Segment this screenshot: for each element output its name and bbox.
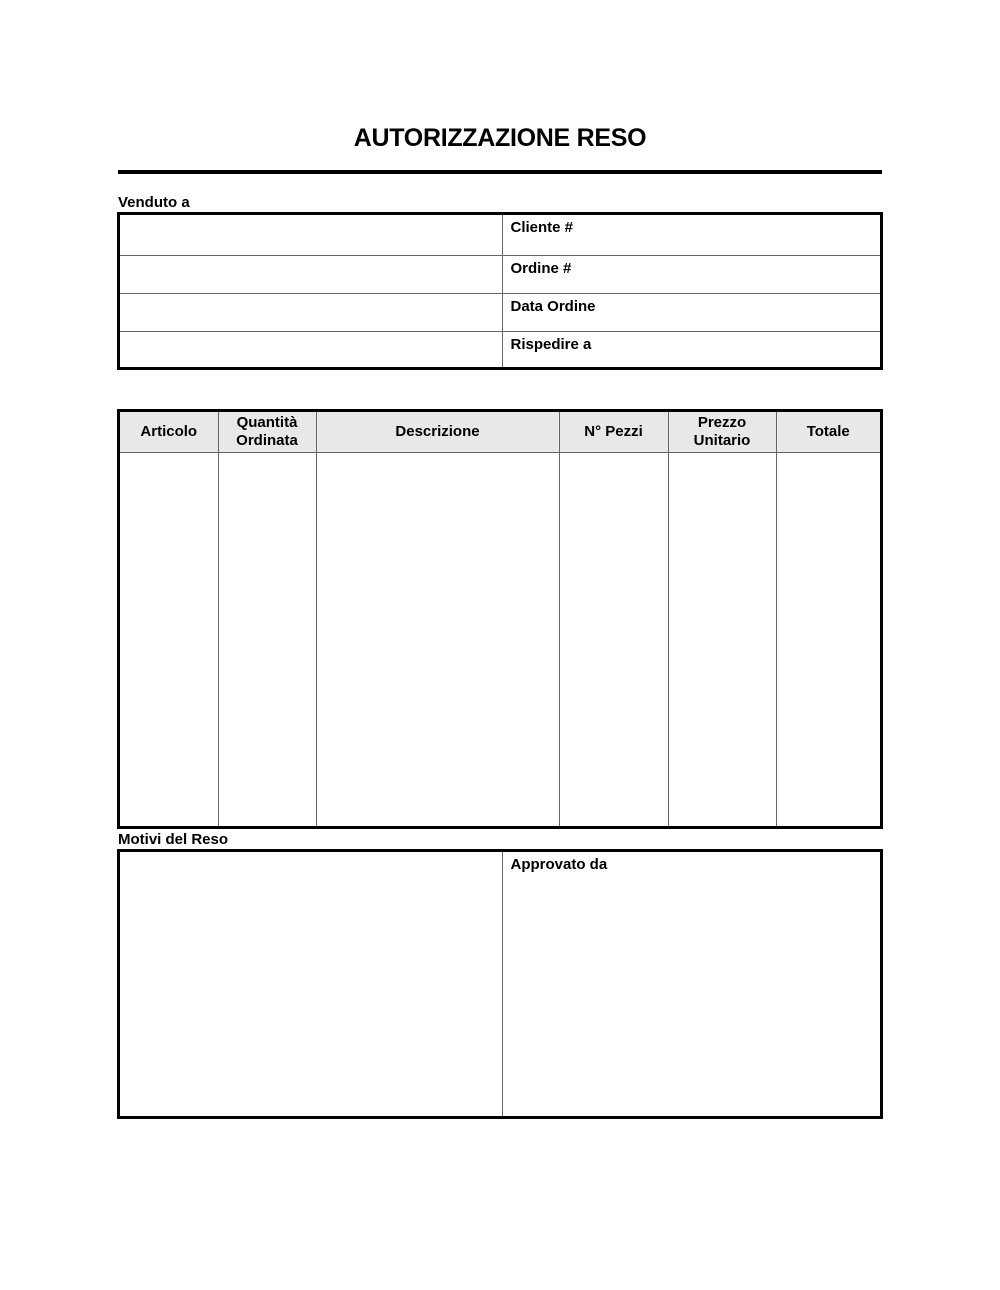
sold-to-label: Venduto a <box>118 194 190 211</box>
pezzi-cell[interactable] <box>559 453 668 827</box>
ship-back-to-field[interactable] <box>502 331 880 367</box>
sold-to-table <box>117 212 883 370</box>
header-descrizione: Descrizione <box>316 412 559 453</box>
sold-to-line-3[interactable] <box>120 293 502 331</box>
sold-to-line-2[interactable] <box>120 255 502 293</box>
approved-by-label: Approvato da <box>510 856 608 873</box>
order-number-field[interactable] <box>502 255 880 293</box>
header-totale: Totale <box>776 412 880 453</box>
items-table <box>117 409 883 829</box>
totale-cell[interactable] <box>776 453 880 827</box>
return-reasons-field[interactable] <box>120 852 502 1116</box>
sold-to-line-1[interactable] <box>120 215 502 255</box>
title-divider <box>118 170 882 174</box>
prezzo-cell[interactable] <box>668 453 776 827</box>
table-row <box>120 453 880 827</box>
document-title: AUTORIZZAZIONE RESO <box>353 124 647 152</box>
customer-number-label: Cliente # <box>510 219 574 236</box>
quantita-cell[interactable] <box>218 453 316 827</box>
reasons-table <box>117 849 883 1119</box>
header-articolo: Articolo <box>120 412 218 453</box>
articolo-cell[interactable] <box>120 453 218 827</box>
customer-number-field[interactable] <box>502 215 880 255</box>
order-date-label: Data Ordine <box>510 297 596 315</box>
approved-by-field[interactable] <box>502 852 880 1116</box>
order-number-label: Ordine # <box>510 259 572 277</box>
header-quantita-ordinata: Quantità Ordinata <box>218 412 316 453</box>
order-date-field[interactable] <box>502 293 880 331</box>
descrizione-cell[interactable] <box>316 453 559 827</box>
header-prezzo-unitario: Prezzo Unitario <box>668 412 776 453</box>
sold-to-line-4[interactable] <box>120 331 502 367</box>
header-numero-pezzi: N° Pezzi <box>559 412 668 453</box>
ship-back-to-label: Rispedire a <box>510 335 592 353</box>
return-reasons-label: Motivi del Reso <box>118 831 229 848</box>
